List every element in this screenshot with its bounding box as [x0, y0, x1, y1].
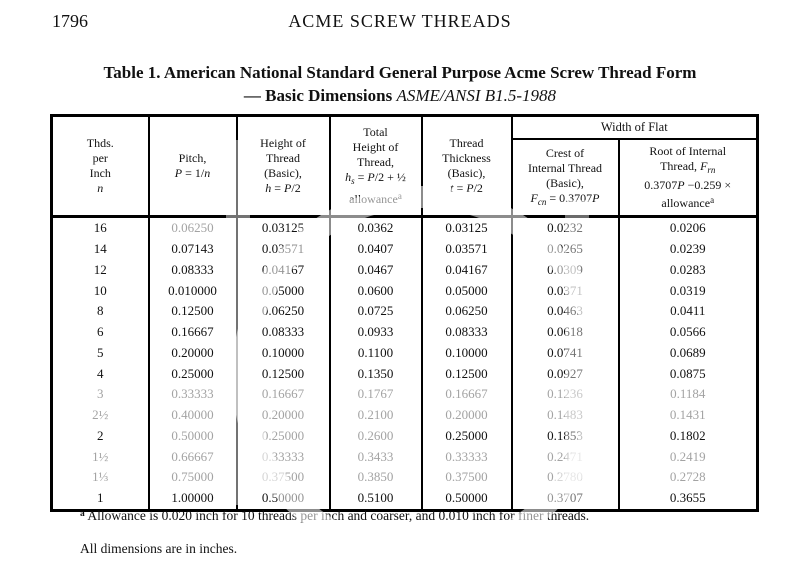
table-cell: 0.3707 [512, 488, 619, 510]
header-text-segment: h [345, 170, 352, 184]
table-cell: 0.75000 [149, 467, 237, 488]
header-line [331, 155, 421, 170]
column-header-pitch [149, 116, 237, 217]
footnote-allowance-text: Allowance is 0.020 inch for 10 threads per inch and coarser, and 0.010 inch for finer threads. [87, 508, 590, 523]
table-title [0, 61, 800, 107]
column-header-root-of-internal-thread [619, 139, 758, 217]
table-row [52, 405, 758, 426]
table-cell: 0.03125 [237, 217, 330, 239]
table-cell: 0.2419 [619, 446, 758, 467]
header-text-segment: Height of [352, 140, 399, 154]
header-text-segment: Thread, [357, 155, 394, 169]
table-cell: 0.1431 [619, 405, 758, 426]
table-cell: 0.25000 [422, 426, 512, 447]
header-text-segment: Internal Thread [527, 160, 603, 175]
table-cell: 0.03125 [422, 217, 512, 239]
header-line [331, 189, 421, 207]
header-text-segment: Thread, [660, 159, 701, 173]
table-cell: 0.3433 [330, 446, 422, 467]
table-cell: 0.1236 [512, 384, 619, 405]
table-cell: 0.50000 [422, 488, 512, 510]
table-cell: 0.20000 [237, 405, 330, 426]
header-line [238, 151, 329, 166]
row-label: 14 [52, 239, 149, 260]
header-text-segment: P [466, 181, 474, 195]
table-cell: 0.3850 [330, 467, 422, 488]
table-cell: 0.10000 [237, 343, 330, 364]
page-number: 1796 [52, 11, 88, 31]
table-cell: 0.3655 [619, 488, 758, 510]
table-cell: 0.2600 [330, 426, 422, 447]
header-line [423, 151, 511, 166]
header-line [150, 166, 236, 181]
header-line [331, 140, 421, 155]
table-cell: 0.1853 [512, 426, 619, 447]
header-line [238, 166, 329, 181]
header-text-segment: F [700, 159, 708, 173]
header-text-segment: t [450, 181, 454, 195]
table-cell: 0.25000 [237, 426, 330, 447]
header-text-segment: per [92, 151, 108, 165]
header-line [513, 161, 618, 176]
table-cell: 0.0725 [330, 301, 422, 322]
header-text-segment: Pitch, [178, 151, 207, 165]
header-line [620, 178, 757, 193]
column-header-thread-thickness [422, 116, 512, 217]
header-line [423, 181, 511, 196]
footnote-marker: a [80, 509, 85, 519]
header-text-segment: Thread [449, 136, 484, 150]
header-text-segment: h [265, 181, 272, 195]
table-cell: 0.66667 [149, 446, 237, 467]
table-cell: 0.08333 [237, 322, 330, 343]
table-cell: 0.06250 [149, 217, 237, 239]
table-row [52, 384, 758, 405]
header-line [238, 181, 329, 196]
header-text-segment: (Basic), [264, 166, 302, 180]
table-cell: 0.5100 [330, 488, 422, 510]
header-line [423, 166, 511, 181]
header-line [513, 146, 618, 161]
column-header-total-height-of-thread [330, 116, 422, 217]
row-label: 6 [52, 322, 149, 343]
table-row [52, 322, 758, 343]
header-line [331, 170, 421, 189]
table-cell: 0.12500 [149, 301, 237, 322]
running-title: ACME SCREW THREADS [288, 11, 512, 31]
column-header-thds-per-inch [52, 116, 149, 217]
group-header-width-of-flat: Width of Flat [512, 116, 758, 140]
header-text-segment: Thread [266, 151, 300, 165]
table-cell: 0.04167 [422, 260, 512, 281]
row-label: 1 [52, 488, 149, 510]
row-label: 10 [52, 280, 149, 301]
table-cell: 0.10000 [422, 343, 512, 364]
header-text-segment: Total [363, 125, 388, 139]
header-line [53, 181, 148, 196]
table-cell: 0.0407 [330, 239, 422, 260]
header-text-segment: Inch [89, 166, 111, 180]
table-cell: 0.2100 [330, 405, 422, 426]
table-cell: 0.03571 [422, 239, 512, 260]
header-text-segment: a [397, 191, 402, 201]
table-cell: 0.0463 [512, 301, 619, 322]
header-line [238, 136, 329, 151]
table-cell: 0.33333 [422, 446, 512, 467]
header-line [423, 136, 511, 151]
table-cell: 0.37500 [422, 467, 512, 488]
table-row [52, 239, 758, 260]
header-text-segment: P [174, 166, 183, 180]
row-label: 16 [52, 217, 149, 239]
header-line [620, 159, 757, 178]
header-line [513, 176, 618, 191]
table-row [52, 488, 758, 510]
header-text-segment: n [97, 181, 104, 195]
header-text-segment: Crest of [545, 145, 585, 160]
header-line [53, 166, 148, 181]
table-cell: 0.2780 [512, 467, 619, 488]
table-cell: 0.25000 [149, 363, 237, 384]
table-cell: 0.37500 [237, 467, 330, 488]
table-cell: 0.0206 [619, 217, 758, 239]
table-cell: 0.0467 [330, 260, 422, 281]
table-cell: 0.03571 [237, 239, 330, 260]
table-row [52, 217, 758, 239]
table-cell: 0.1100 [330, 343, 422, 364]
table-title-line2 [0, 84, 800, 107]
header-line [513, 191, 618, 210]
table-cell: 0.0566 [619, 322, 758, 343]
column-header-crest-of-internal-thread [512, 139, 619, 217]
table-cell: 0.16667 [422, 384, 512, 405]
header-text-segment: Height of [260, 136, 306, 150]
table-cell: 0.04167 [237, 260, 330, 281]
table-row [52, 280, 758, 301]
table-cell: 0.20000 [422, 405, 512, 426]
header-text-segment: /2 + ½ [374, 170, 406, 184]
table-row [52, 446, 758, 467]
header-text-segment: 0.3707 [644, 178, 678, 192]
header-line [620, 193, 757, 211]
table-body [52, 217, 758, 511]
header-text-segment: = [271, 181, 285, 195]
table-cell: 0.0232 [512, 217, 619, 239]
header-text-segment: F [530, 190, 538, 205]
header-text-segment: allowance [349, 192, 398, 206]
table-row [52, 363, 758, 384]
table-cell: 0.07143 [149, 239, 237, 260]
table-cell: 0.0371 [512, 280, 619, 301]
table-cell: 0.06250 [237, 301, 330, 322]
table-cell: 0.50000 [149, 426, 237, 447]
header-text-segment: P [592, 190, 600, 205]
table-cell: 0.0239 [619, 239, 758, 260]
header-line [150, 151, 236, 166]
row-label: 1⅓ [52, 467, 149, 488]
table-cell: 0.12500 [237, 363, 330, 384]
table-cell: 0.05000 [422, 280, 512, 301]
table-cell: 0.1767 [330, 384, 422, 405]
table-cell: 0.0362 [330, 217, 422, 239]
row-label: 2 [52, 426, 149, 447]
header-text-segment: /2 [473, 181, 483, 195]
header-text-segment: P [367, 170, 375, 184]
acme-thread-table [50, 114, 759, 512]
table-cell: 0.2728 [619, 467, 758, 488]
table-cell: 0.0319 [619, 280, 758, 301]
row-label: 12 [52, 260, 149, 281]
table-cell: 0.16667 [237, 384, 330, 405]
row-label: 8 [52, 301, 149, 322]
table-cell: 0.0309 [512, 260, 619, 281]
header-line [620, 144, 757, 159]
header-text-segment: = 0.3707 [546, 190, 593, 205]
header-text-segment: (Basic), [447, 166, 486, 180]
table-cell: 0.0600 [330, 280, 422, 301]
header-text-segment: Thickness [442, 151, 491, 165]
standard-reference: ASME/ANSI B1.5-1988 [396, 86, 557, 105]
table-cell: 0.33333 [149, 384, 237, 405]
table-cell: 0.08333 [422, 322, 512, 343]
table-row [52, 301, 758, 322]
row-label: 5 [52, 343, 149, 364]
table-cell: 0.010000 [149, 280, 237, 301]
table-cell: 0.0927 [512, 363, 619, 384]
table-row [52, 343, 758, 364]
header-text-segment: s [351, 176, 355, 186]
table-row [52, 260, 758, 281]
table-cell: 0.33333 [237, 446, 330, 467]
table-cell: 0.08333 [149, 260, 237, 281]
table-row [52, 467, 758, 488]
running-head [0, 11, 800, 35]
table-cell: 0.2471 [512, 446, 619, 467]
header-text-segment: = 1/ [182, 166, 205, 180]
table-cell: 0.0618 [512, 322, 619, 343]
header-text-segment: a [710, 195, 715, 205]
table-cell: 0.12500 [422, 363, 512, 384]
table-cell: 0.0933 [330, 322, 422, 343]
header-line [53, 151, 148, 166]
header-text-segment: n [204, 166, 211, 180]
table-cell: 0.0689 [619, 343, 758, 364]
table-cell: 0.1802 [619, 426, 758, 447]
footnote-dimensions: All dimensions are in inches. [80, 541, 238, 556]
row-label: 3 [52, 384, 149, 405]
column-header-height-of-thread [237, 116, 330, 217]
table-cell: 1.00000 [149, 488, 237, 510]
table-cell: 0.06250 [422, 301, 512, 322]
table-cell: 0.0411 [619, 301, 758, 322]
header-text-segment: P [284, 181, 292, 195]
footnote-allowance [80, 508, 589, 524]
header-text-segment: cn [537, 196, 547, 207]
header-text-segment: /2 [291, 181, 301, 195]
table-cell: 0.16667 [149, 322, 237, 343]
row-label: 4 [52, 363, 149, 384]
header-text-segment: Root of Internal [649, 144, 727, 158]
header-text-segment: rn [707, 165, 716, 175]
table-cell: 0.0741 [512, 343, 619, 364]
table-title-line2-bold: — Basic Dimensions [243, 86, 393, 105]
table-title-line1: Table 1. American National Standard General Purpose Acme Screw Thread Form [103, 63, 697, 82]
header-text-segment: allowance [661, 196, 711, 210]
table-header [52, 116, 758, 217]
table-cell: 0.1483 [512, 405, 619, 426]
header-text-segment: −0.259 × [684, 178, 732, 192]
header-line [331, 125, 421, 140]
table-cell: 0.1184 [619, 384, 758, 405]
row-label: 2½ [52, 405, 149, 426]
header-text-segment: Thds. [86, 136, 114, 150]
header-line [53, 136, 148, 151]
table-cell: 0.1350 [330, 363, 422, 384]
header-text-segment: = [354, 170, 368, 184]
header-text-segment: (Basic), [546, 175, 584, 190]
table-row [52, 426, 758, 447]
table-cell: 0.0265 [512, 239, 619, 260]
table-cell: 0.0875 [619, 363, 758, 384]
header-text-segment: P [677, 178, 685, 192]
header-text-segment: = [453, 181, 467, 195]
table-cell: 0.0283 [619, 260, 758, 281]
row-label: 1½ [52, 446, 149, 467]
table-cell: 0.40000 [149, 405, 237, 426]
table-cell: 0.05000 [237, 280, 330, 301]
table-cell: 0.20000 [149, 343, 237, 364]
table-cell: 0.50000 [237, 488, 330, 510]
